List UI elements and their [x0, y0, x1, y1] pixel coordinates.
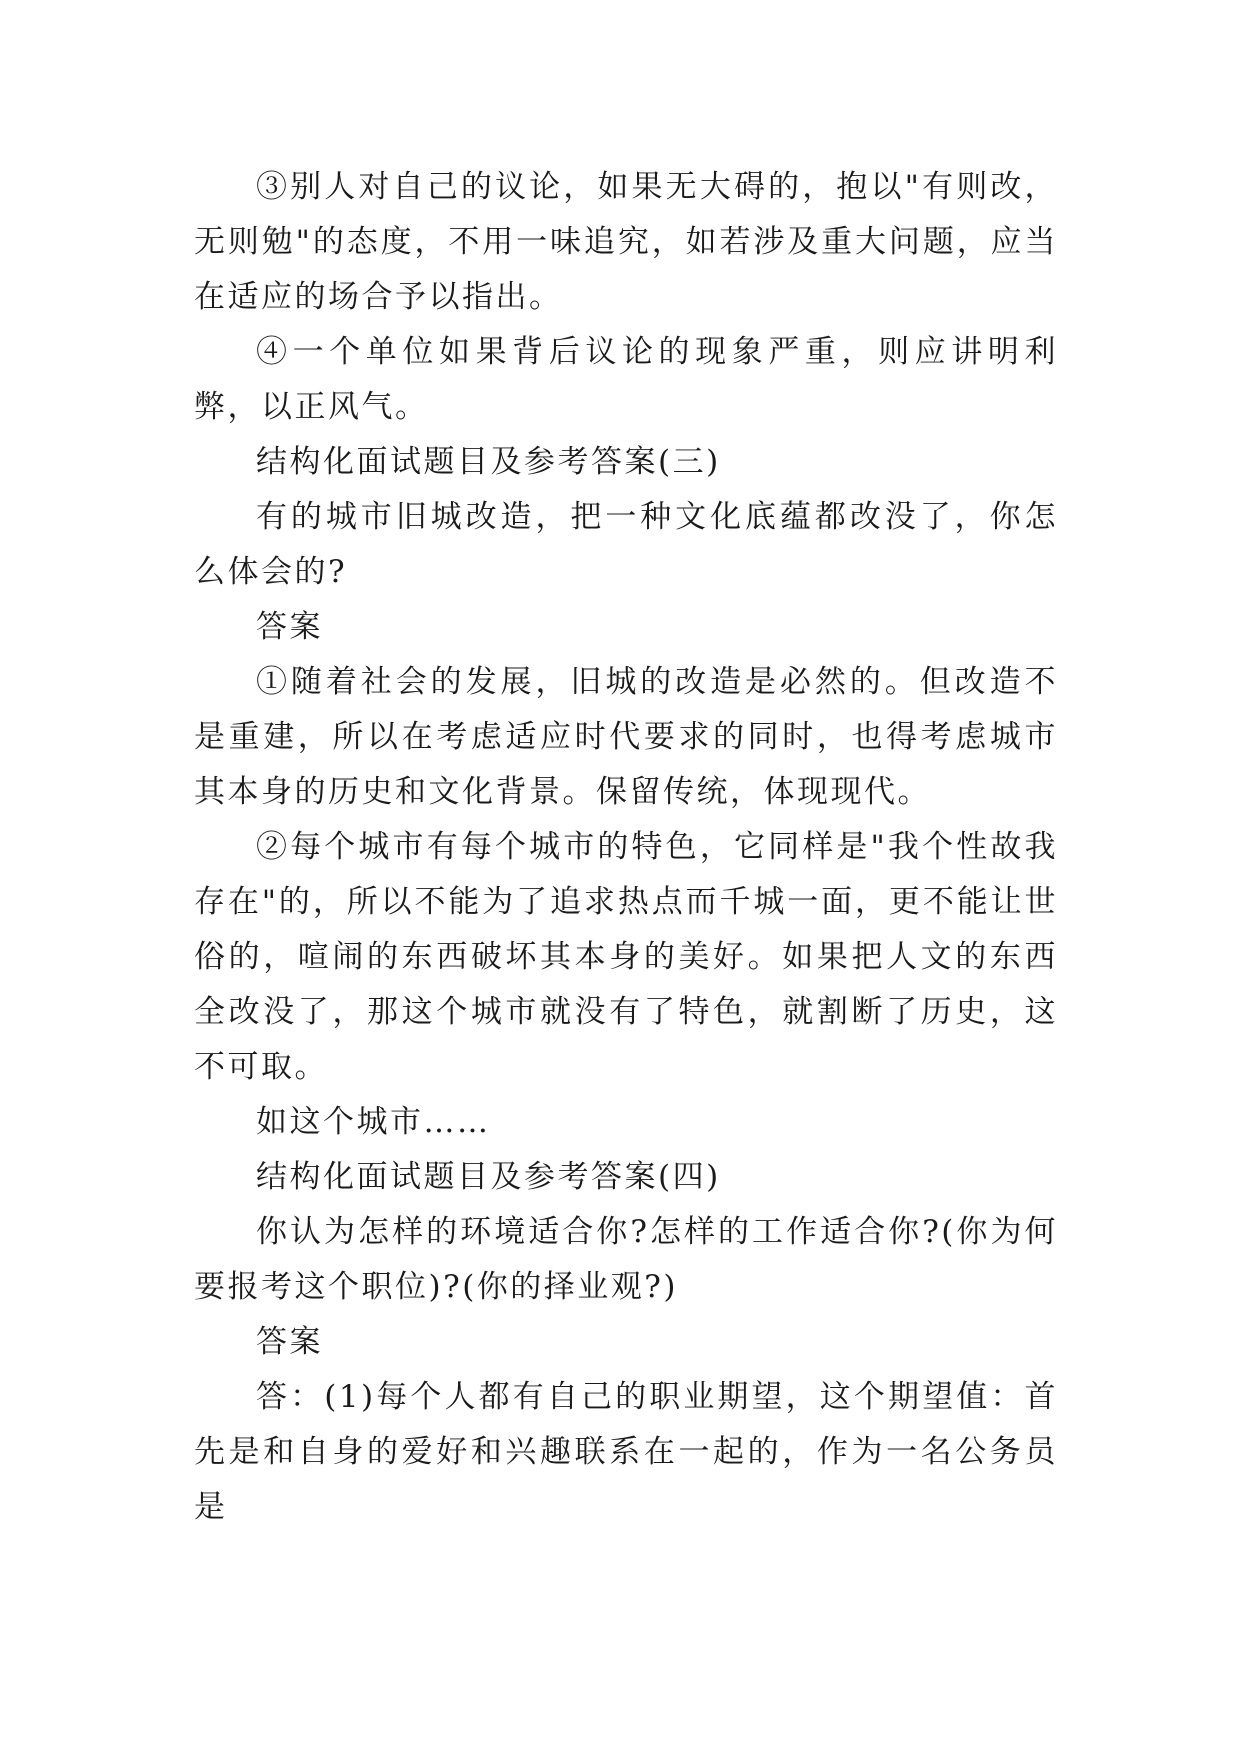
- answer-label-3: 答案: [256, 609, 323, 645]
- answer-label-4: 答案: [256, 1324, 323, 1360]
- section-heading-4: 结构化面试题目及参考答案(四): [256, 1159, 721, 1195]
- question-4: 你认为怎样的环境适合你?怎样的工作适合你?(你为何要报考这个职位)?(你的择业观?): [194, 1214, 1058, 1305]
- answer-4-point-1: 答：(1)每个人都有自己的职业期望，这个期望值：首先是和自身的爱好和兴趣联系在一起的，作为一名公务员是: [194, 1379, 1058, 1525]
- question-3: 有的城市旧城改造，把一种文化底蕴都改没了，你怎么体会的?: [194, 499, 1058, 590]
- answer-point-1: ①随着社会的发展，旧城的改造是必然的。但改造不是重建，所以在考虑适应时代要求的同时，也得考虑城市其本身的历史和文化背景。保留传统，体现现代。: [194, 664, 1058, 810]
- paragraph-point-4: ④一个单位如果背后议论的现象严重，则应讲明利弊，以正风气。: [194, 334, 1058, 425]
- answer-example: 如这个城市……: [256, 1104, 491, 1140]
- section-heading-3: 结构化面试题目及参考答案(三): [256, 444, 721, 480]
- document-body: [194, 160, 1058, 1535]
- answer-point-2: ②每个城市有每个城市的特色，它同样是"我个性故我存在"的，所以不能为了追求热点而千城一面，更不能让世俗的，喧闹的东西破坏其本身的美好。如果把人文的东西全改没了，那这个城市就没有了特色，就割断了历史，这不可取。: [194, 829, 1058, 1085]
- paragraph-point-3: ③别人对自己的议论，如果无大碍的，抱以"有则改，无则勉"的态度，不用一味追究，如若涉及重大问题，应当在适应的场合予以指出。: [194, 169, 1058, 315]
